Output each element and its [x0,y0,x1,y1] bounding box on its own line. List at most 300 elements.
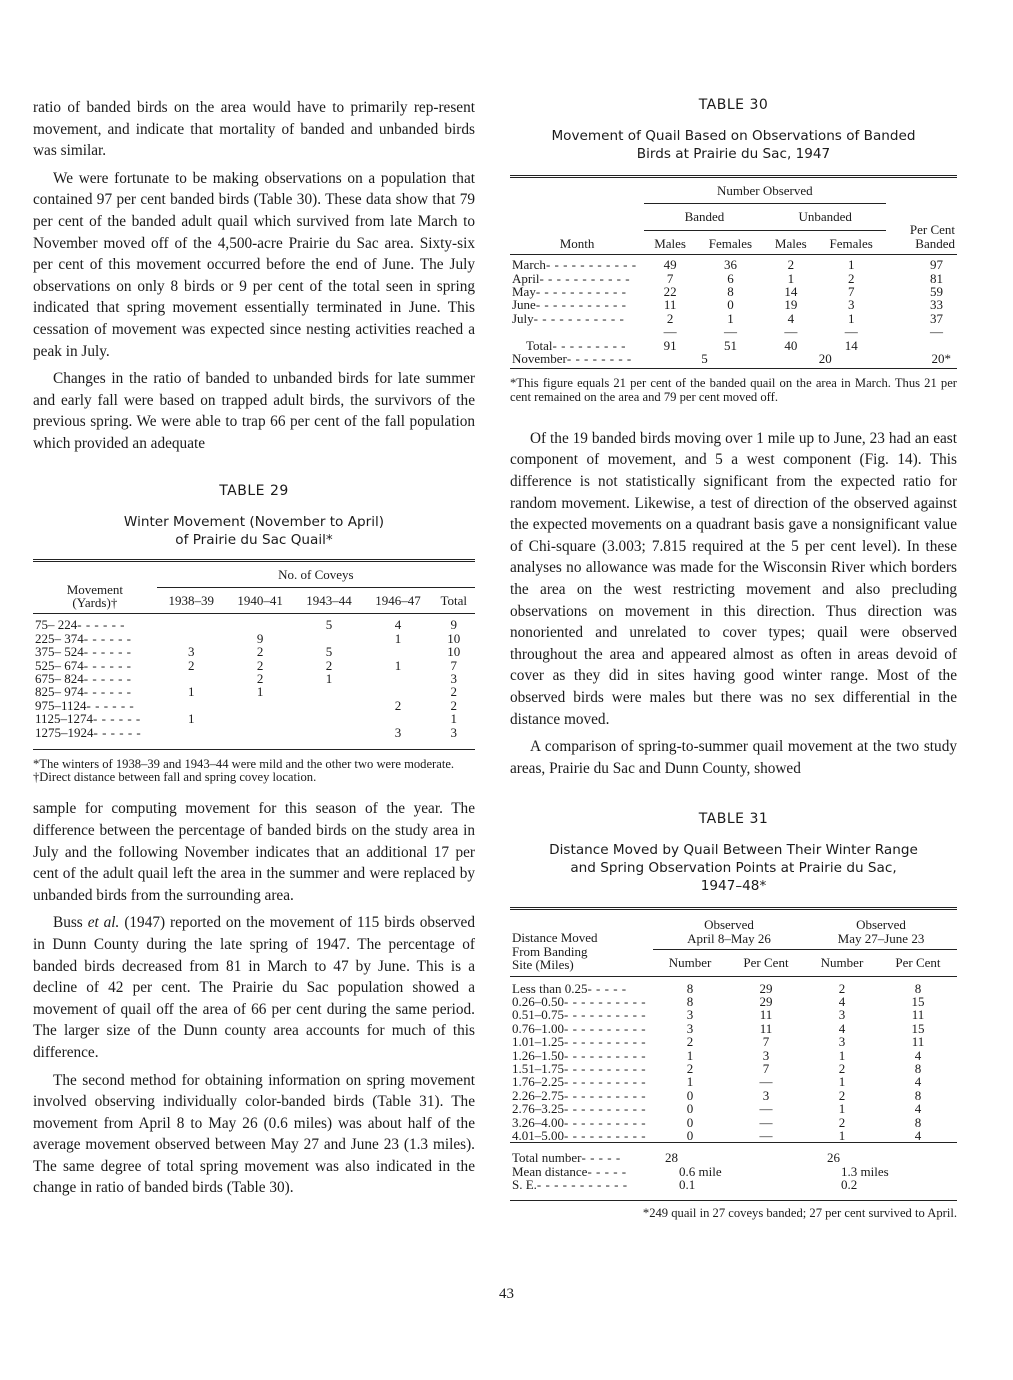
table-29 [33,483,475,785]
table-cell: 4 [914,1047,922,1063]
table-31-sub-header: Per Cent [743,955,789,971]
table-cell: 9 [256,630,264,646]
row-label-text: 1.76–2.25 [512,1074,564,1090]
leader-dots: - - - - - - - - - - - [535,284,627,300]
row-label-text: 3.26–4.00 [512,1114,564,1130]
table-row [510,1035,957,1048]
table-31-group1-header [653,909,805,950]
table-cell: 5 [701,351,708,367]
table-cell: 7 [666,270,674,286]
row-label-text: 525– 674 [35,657,84,673]
dash-cell: — [844,324,858,340]
table-31-row-header [510,909,653,976]
table-cell: 11 [759,1020,773,1036]
table-cell: 1 [256,684,264,700]
table-31-group1-line2: April 8–May 26 [687,930,771,946]
table-cell: 2 [666,310,674,326]
table-cell: 14 [844,337,858,353]
table-29-col-header: 1940–41 [237,592,283,608]
table-row [510,272,957,285]
table-cell: 29 [759,980,773,996]
table-30-sub-header: Males [654,235,686,251]
paragraph-buss [33,912,475,1063]
leader-dots: - - - - - - - - - - [564,1087,647,1103]
row-label [510,1049,653,1062]
table-cell: 37 [930,310,943,326]
table-cell: 1 [325,670,333,686]
leader-dots: - - - - - - - - - - [564,1020,647,1036]
table-cell: 59 [930,284,943,300]
row-label [510,976,653,995]
table-cell: 33 [930,297,943,313]
leader-dots: - - - - - [581,1150,621,1166]
table-cell [157,726,226,739]
table-cell: 26 [827,1150,840,1166]
table-cell: 2 [838,980,846,996]
table-cell [364,712,433,725]
dash-cell: — [784,324,798,340]
paragraph: A comparison of spring-to-summer quail movement at the two study areas, Prairie du Sac and Dunn County, showed [510,738,957,777]
table-cell: 3 [686,1020,694,1036]
table-cell [295,699,364,712]
summary-row [510,1143,957,1165]
table-cell [364,672,433,685]
leader-dots: - - - - - - [83,657,132,673]
table-31-row-header-line3: Site (Miles) [512,957,574,973]
row-label [510,1178,653,1191]
table-cell: 4 [394,617,402,633]
table-row [33,632,475,645]
right-column [510,97,957,1220]
leader-dots: - - - - - [587,1163,627,1179]
row-label [33,645,157,658]
table-cell: 2 [256,644,264,660]
row-label-text: 675– 824 [35,670,84,686]
table-cell: 1 [394,630,402,646]
row-label-text: 375– 524 [35,644,84,660]
table-row [33,672,475,685]
table-cell: 0 [686,1128,694,1144]
table-row [510,1129,957,1143]
table-cell: 1 [727,310,734,326]
table-cell: 7 [450,657,457,673]
table-29-row-header-line1: Movement [66,581,124,597]
table-row [510,1102,957,1115]
table-cell: 2 [450,684,457,700]
table-31-group2-header [805,909,957,950]
row-label-text: 1.51–1.75 [512,1061,564,1077]
table-29-col-header: 1946–47 [375,592,421,608]
table-cell: 7 [847,284,855,300]
table-cell [157,672,226,685]
table-cell: 1 [838,1101,846,1117]
paragraph: Of the 19 banded birds moving over 1 mile up to June, 23 had an east component of movement, and 5 a west component (Fig. 14). This difference is not statistically significant from the expected ratio for random movement. Likewise, a test of direction of the observed against the expected movements on a quadrant basis gave a nonsignificant value of Chi-square (3.003; 7.815 required at the 5 per cent level). In these analyses no allowance was made for the Wisconsin River which borders the area on the west restricting movement and also precluding observations on movement in this direction. Thus direction was nonoriented and unrelated to cover types; quail were observed throughout the area and appeared almost as often in areas devoid of cover as they did in sites having good winter range. Most of the observed birds were males but there was no sex differential in the distance moved. [510,429,957,728]
table-cell: 2 [686,1034,694,1050]
table-cell: 51 [723,337,737,353]
table-cell: 0 [727,297,734,313]
row-label [510,255,644,272]
table-cell: — [759,1114,773,1130]
row-label [510,272,644,285]
leader-dots: - - - - - - - - - - [564,1034,647,1050]
table-31-group2-line1: Observed [856,917,906,933]
table-31-grid [510,907,957,1191]
table-cell: 5 [325,617,333,633]
table-31-group2-line2: May 27–June 23 [837,930,925,946]
leader-dots: - - - - - - [93,724,142,740]
table-cell [226,614,295,632]
summary-row [510,1178,957,1191]
leader-dots: - - - - - - - - - - [564,1114,647,1130]
table-cell: 7 [762,1061,770,1077]
row-label [510,1102,653,1115]
table-30-percent-header-line2: Banded [915,235,955,251]
table-cell [364,645,433,658]
table-cell: 8 [686,994,694,1009]
dash-cell: — [723,324,737,340]
leader-dots: - - - - - - - - - - - [545,257,637,273]
table-row [510,298,957,311]
table-cell: 97 [930,257,943,273]
table-row [510,1075,957,1088]
table-cell: 3 [450,670,457,686]
table-29-col-header: 1938–39 [168,592,214,608]
table-cell: 1 [838,1047,846,1063]
row-label [510,352,644,365]
leader-dots: - - - - - - - - - [552,337,626,353]
row-label [510,1143,653,1165]
table-30-sub-header: Females [708,235,753,251]
row-label [510,1165,653,1178]
table-29-footnote1: *The winters of 1938–39 and 1943–44 were mild and the other two were moderate. [33,756,455,771]
table-cell: 9 [450,617,457,633]
page-number: 43 [499,1286,514,1302]
row-label [510,1116,653,1129]
table-row [510,1062,957,1075]
leader-dots: - - - - - - - - - - [564,1061,647,1077]
table-cell [295,712,364,725]
leader-dots: - - - - - - [83,684,132,700]
table-29-col-header: 1943–44 [306,592,352,608]
table-cell: 5 [325,644,333,660]
table-cell: 8 [686,980,694,996]
table-cell: 3 [762,1047,770,1063]
table-cell: 0 [686,1101,694,1117]
row-label-text: 2.26–2.75 [512,1087,564,1103]
table-cell: 10 [447,630,461,646]
table-31-row-header-line2: From Banding [512,943,588,959]
table-row [510,1049,957,1062]
table-cell: 3 [187,644,195,660]
table-cell: 2 [187,657,195,673]
table-30-title-line2: Birds at Prairie du Sac, 1947 [636,146,831,162]
row-label [510,1022,653,1035]
table-30-percent-header-line1: Per Cent [909,222,955,238]
row-label [510,1129,653,1143]
table-row [33,659,475,672]
table-cell: 4 [787,310,795,326]
table-cell: 40 [784,337,798,353]
table-row [510,976,957,995]
row-label-text: 75– 224 [35,617,78,633]
table-cell: 1.3 miles [841,1163,889,1179]
table-cell: 1 [686,1074,694,1090]
table-29-footnote2: †Direct distance between fall and spring covey location. [33,770,317,785]
table-cell: 2 [847,270,855,286]
leader-dots: - - - - - - - - - - - [536,1177,628,1193]
table-cell: 1 [838,1074,846,1090]
row-label [33,699,157,712]
row-label [510,1062,653,1075]
table-cell: 2 [450,697,457,713]
table-31-footnote: *249 quail in 27 coveys banded; 27 per cent survived to April. [642,1205,957,1220]
table-cell: — [759,1074,773,1090]
table-cell: — [759,1101,773,1117]
table-30-bottom-rule [510,368,957,369]
table-cell [226,699,295,712]
table-row [33,699,475,712]
table-31 [510,811,957,1220]
table-row [33,614,475,632]
table-cell: 1 [187,684,195,700]
table-29-row-header [33,560,157,614]
table-row [510,1089,957,1102]
left-column [33,97,475,1199]
table-cell: 4 [914,1128,922,1144]
table-cell: 19 [784,297,798,313]
row-label [510,298,644,311]
table-cell [364,685,433,698]
table-cell: 0.2 [841,1177,858,1193]
row-label [33,632,157,645]
table-row [33,685,475,698]
table-cell: 8 [727,284,734,300]
table-30-unbanded-header: Unbanded [765,204,886,230]
table-31-title-line3: 1947–48* [700,878,767,895]
table-cell: 8 [914,1114,922,1130]
row-label-text: 1275–1924 [35,724,94,740]
table-row [510,995,957,1008]
table-cell [295,726,364,739]
table-cell: 1 [187,711,195,727]
table-30-grid [510,175,957,365]
table-29-bottom-rule [33,749,475,750]
table-cell: 14 [784,284,798,300]
table-cell: 81 [930,270,943,286]
table-30-percent-header [886,177,957,255]
table-cell [157,614,226,632]
november-row [510,352,957,365]
table-cell: 20* [931,351,951,367]
table-30-sub-header: Males [774,235,807,251]
row-label-text: Mean distance [512,1163,588,1179]
row-label-text: June [512,297,536,313]
row-label-text: April [512,270,540,286]
leader-dots: - - - - - - - - - - [564,1007,647,1023]
table-cell: 0 [686,1114,694,1130]
table-cell: 2 [394,697,402,713]
table-30-footnote: *This figure equals 21 per cent of the banded quail on the area in March. Thus 21 per cent remained on the area and 79 per cent moved off. [510,376,957,404]
table-31-sub-header: Number [820,955,864,971]
table-cell: 1 [847,310,855,326]
table-row [510,1022,957,1035]
table-cell: 6 [727,270,734,286]
table-row [33,712,475,725]
table-row [510,312,957,325]
table-cell: 8 [914,980,922,996]
row-label [33,614,157,632]
table-cell: 0.1 [679,1177,696,1193]
row-label-text: 0.76–1.00 [512,1020,564,1036]
table-29-label: TABLE 29 [219,482,289,499]
row-label-text: 225– 374 [35,630,84,646]
leader-dots: - - - - - - - - [566,351,632,367]
table-cell: 2 [256,670,264,686]
table-cell: 4 [838,1020,846,1036]
empty-cell [510,325,644,338]
table-30-title-line1: Movement of Quail Based on Observations of Banded [551,128,916,144]
table-row [510,255,957,272]
table-cell: 3 [394,724,402,740]
row-label-text: Total [526,337,553,353]
table-row [510,1116,957,1129]
leader-dots: - - - - - - [77,617,125,633]
paragraph: ratio of banded birds on the area would have to primarily rep-resent movement, and indicate that mortality of banded and unbanded birds was similar. [33,99,475,160]
table-row [510,285,957,298]
table-cell: 22 [663,284,677,300]
paragraph: The second method for obtaining information on spring movement involved observing individually color-banded birds (Table 31). The movement from April 8 to May 26 (0.6 miles) was about half of the average movement observed between May 27 and June 23 (1.3 miles). The same degree of total spring movement was also indicated in the change in ratio of banded birds (Table 30). [33,1071,475,1197]
row-label [33,726,157,739]
table-cell [295,685,364,698]
leader-dots: - - - - - [587,980,627,996]
table-30-label: TABLE 30 [698,97,769,113]
row-label [510,339,644,352]
table-cell [226,726,295,739]
leader-dots: - - - - - - - - - - [564,1074,647,1090]
table-cell: 2 [787,257,795,273]
table-cell: 15 [911,1020,925,1036]
table-cell: 4 [838,994,846,1009]
table-cell: 3 [762,1087,770,1103]
row-label [33,685,157,698]
leader-dots: - - - - - - [86,697,135,713]
empty-cell [886,339,957,352]
table-cell: 7 [762,1034,770,1050]
table-row [33,645,475,658]
row-label-text: Less than 0.25 [512,980,588,996]
table-cell: 3 [838,1034,846,1050]
row-label-text: Total number [512,1150,582,1166]
leader-dots: - - - - - - - - - - [564,1101,647,1117]
table-31-sub-header: Number [668,955,712,971]
table-cell: — [759,1128,773,1144]
table-cell: 8 [914,1061,922,1077]
table-cell: 11 [663,297,677,313]
subtotal-dashes [510,325,957,338]
dash-cell: — [930,324,943,340]
row-label [510,1089,653,1102]
table-31-group1-line1: Observed [704,917,754,933]
table-29-col-header: Total [440,592,467,608]
left-text-top [33,97,475,455]
leader-dots: - - - - - - [83,644,132,660]
row-label-text: 1.26–1.50 [512,1047,564,1063]
table-29-group-header: No. of Coveys [157,560,475,587]
table-29-title-line1: Winter Movement (November to April) [123,513,385,530]
row-label [33,712,157,725]
table-cell: 11 [759,1007,773,1023]
table-30-month-header: Month [559,235,595,251]
table-cell: 1 [394,657,402,673]
row-label-text: 0.26–0.50 [512,994,564,1009]
leader-dots: - - - - - - - - - - [564,994,647,1009]
row-label-text: 1125–1274 [35,711,94,727]
leader-dots: - - - - - - [83,670,132,686]
table-cell: 10 [447,644,461,660]
row-label-text: 1.01–1.25 [512,1034,564,1050]
table-cell: 3 [838,1007,846,1023]
table-31-title-line2: and Spring Observation Points at Prairie du Sac, [570,860,897,877]
row-label-text: November [512,351,567,367]
left-text-bottom [33,798,475,1199]
table-cell: 11 [911,1007,925,1023]
table-cell: 20 [818,351,832,367]
table-31-row-header-line1: Distance Moved [512,930,598,946]
table-cell: 8 [914,1087,922,1103]
row-label-text: S. E. [512,1177,537,1193]
table-cell: 2 [686,1061,694,1077]
table-cell: 1 [450,711,457,727]
row-label-text: 975–1124 [35,697,87,713]
row-label-text: July [512,310,534,326]
table-cell: 2 [256,657,264,673]
table-cell: 4 [914,1101,922,1117]
buss-text-before: Buss [53,914,88,932]
table-cell: 1 [838,1128,846,1144]
leader-dots: - - - - - - - - - - - [539,270,631,286]
table-row [510,1008,957,1021]
row-label [510,285,644,298]
table-cell: 3 [847,297,855,313]
table-cell [157,632,226,645]
leader-dots: - - - - - - - - - - [564,1047,647,1063]
table-29-grid [33,559,475,739]
row-label [510,1035,653,1048]
table-30-banded-header: Banded [644,204,765,230]
row-label-text: May [512,284,536,300]
row-label [510,1008,653,1021]
table-cell: 2 [838,1061,846,1077]
row-label-text: 4.01–5.00 [512,1128,564,1144]
paragraph: Changes in the ratio of banded to unbanded birds for late summer and early fall were based on trapped adult birds, the survivors of the previous spring. We were able to trap 66 per cent of the fall population which provided an adequate [33,370,475,452]
table-cell: 49 [663,257,677,273]
paragraph: sample for computing movement for this season of the year. The difference between the percentage of banded birds on the study area in July and the following November indicates that an additional 17 per cent of the adult quail left the area in the summer and were replaced by unbanded birds from the surrounding area. [33,800,475,904]
table-29-title-line2: of Prairie du Sac Quail* [175,531,333,548]
table-cell: 2 [325,657,333,673]
summary-row [510,1165,957,1178]
table-cell [226,712,295,725]
table-31-label: TABLE 31 [698,811,769,828]
row-label-text: 0.51–0.75 [512,1007,564,1023]
row-label-text: 2.76–3.25 [512,1101,564,1117]
leader-dots: - - - - - - - - - - [564,1128,647,1144]
table-cell: 3 [686,1007,694,1023]
table-30-group-header: Number Observed [644,177,885,204]
table-cell: 11 [911,1034,925,1050]
row-label [33,659,157,672]
table-cell: 28 [665,1150,679,1166]
table-cell: 1 [847,257,855,273]
